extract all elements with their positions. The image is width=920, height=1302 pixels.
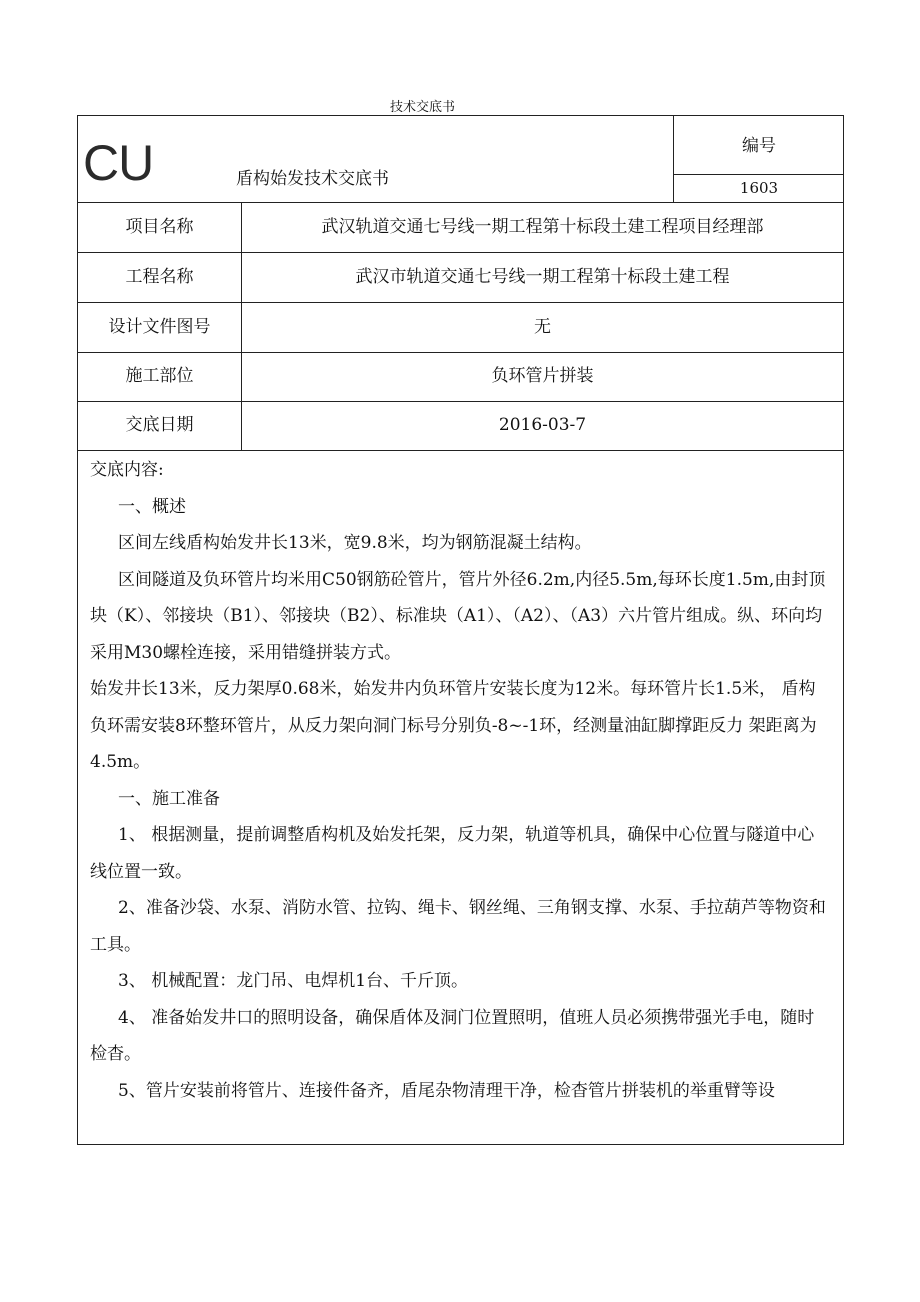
list-item: 4、 准备始发井口的照明设备，确保盾体及洞门位置照明，值班人员必须携带强光手电，随时检杳。	[90, 1007, 815, 1064]
info-value: 武汉市轨道交通七号线一期工程第十标段土建工程	[355, 267, 730, 287]
number-label: 编号	[674, 116, 844, 175]
document-title: 盾构始发技术交底书	[236, 169, 389, 189]
info-label: 设计文件图号	[78, 303, 242, 352]
list-item: 3、 机械配置：龙门吊、电焊机1台、千斤顶。	[118, 971, 469, 991]
number-box	[673, 116, 844, 202]
section-title-preparation: 一、施工准备	[118, 788, 220, 809]
info-row-construction-part	[78, 352, 843, 402]
number-value: 1603	[739, 179, 779, 197]
disclosure-form	[77, 115, 844, 1145]
list-item: 5、管片安装前将管片、连接件备齐，盾尾杂物清理干净，检杳管片拼装机的举重臂等设	[118, 1080, 775, 1101]
list-item: 1、 根据测量，提前调整盾构机及始发托架，反力架，轨道等机具，确保中心位置与隧道中心线位置一致。	[90, 825, 815, 882]
info-value: 武汉轨道交通七号线一期工程第十标段土建工程项目经理部	[321, 217, 764, 237]
info-value: 无	[534, 317, 551, 337]
info-value: 负环管片拼装	[491, 366, 594, 386]
info-label: 交底日期	[78, 401, 242, 450]
info-label: 工程名称	[78, 253, 242, 302]
section-title-overview: 一、概述	[118, 496, 186, 517]
content-paragraph: 区间左线盾构始发井长13米，宽9.8米，均为钢筋混凝土结构。	[118, 533, 592, 553]
info-label: 施工部位	[78, 352, 242, 401]
info-row-project-name	[78, 203, 843, 253]
content-heading: 交底内容:	[90, 460, 164, 480]
info-row-disclosure-date	[78, 401, 843, 451]
info-value: 2016-03-7	[498, 415, 587, 435]
info-row-drawing-number	[78, 303, 843, 353]
info-row-engineering-name	[78, 253, 843, 303]
page-header-caption: 技术交底书	[389, 100, 455, 115]
list-item: 2、准备沙袋、水泵、消防水管、拉钩、绳卡、钢丝绳、三角钢支撑、水泵、手拉葫芦等物资和工具。	[90, 898, 826, 955]
form-header	[78, 116, 843, 203]
content-paragraph: 区间隧道及负环管片均米用C50钢筋砼管片，管片外径6.2m,内径5.5m,每环长度1.5m,由封顶块（K）、邻接块（B1）、邻接块（B2）、标准块（A1）、（A2）、（A3）六片管片组成。纵、环向均采用M30螺栓连接，采用错缝拼装方式。	[90, 569, 826, 663]
disclosure-content	[78, 452, 843, 1109]
company-logo: CU	[83, 135, 154, 191]
content-paragraph: 始发井长13米，反力架厚0.68米，始发井内负环管片安装长度为12米。每环管片长1.5米， 盾构负环需安装8环整环管片，从反力架向洞门标号分别负-8~-1环，经测量油缸脚撑距反力 架距离为4.5m。	[90, 679, 817, 772]
info-label: 项目名称	[78, 203, 242, 252]
